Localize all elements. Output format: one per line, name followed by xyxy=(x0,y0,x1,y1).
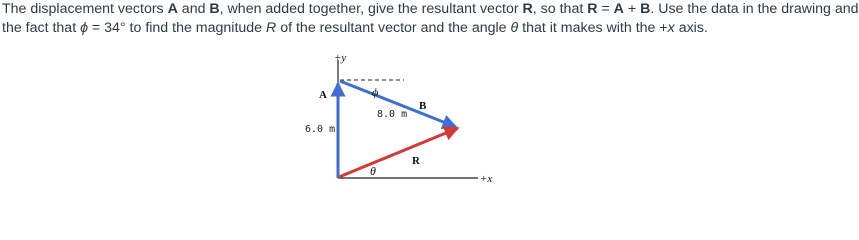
bold-vector-r: R xyxy=(522,1,533,17)
text-segment: that it makes with the + xyxy=(518,20,668,36)
magnitude-r-symbol: R xyxy=(266,20,277,36)
text-segment: , when added together, give the resultant vector xyxy=(219,1,523,17)
equation-a: A xyxy=(613,1,624,17)
text-segment: of the resultant vector and the angle xyxy=(276,20,511,36)
text-segment: = 34° to find the magnitude xyxy=(87,20,267,36)
vector-a-label: A xyxy=(319,89,327,101)
bold-vector-a: A xyxy=(167,1,178,17)
text-segment: axis. xyxy=(674,20,708,36)
theta-symbol: θ xyxy=(510,20,519,36)
vector-b-label: B xyxy=(419,100,427,112)
x-axis-symbol: x xyxy=(667,20,675,36)
equation-r: R xyxy=(587,1,598,17)
vector-b-arrow xyxy=(340,81,456,127)
text-segment: and xyxy=(177,1,210,17)
length-b-label: 8.0 m xyxy=(377,109,408,120)
axis-y-label: +y xyxy=(334,52,347,64)
vector-r-arrow xyxy=(339,128,458,177)
angle-theta-label: θ xyxy=(370,164,376,178)
equation-b: B xyxy=(640,1,651,17)
axis-x-label: +x xyxy=(480,173,493,185)
phi-symbol: ϕ xyxy=(80,20,88,36)
text-segment: The displacement vectors xyxy=(2,1,168,17)
text-segment: , so that xyxy=(532,1,588,17)
angle-phi-label: ϕ xyxy=(372,85,379,99)
bold-vector-b: B xyxy=(209,1,220,17)
length-a-label: 6.0 m xyxy=(305,124,336,135)
text-segment: the fact that xyxy=(2,20,81,36)
text-segment: = xyxy=(597,1,614,17)
vector-r-label: R xyxy=(412,155,420,167)
text-segment: . Use the data in the drawing and xyxy=(650,1,859,17)
text-segment: + xyxy=(623,1,641,17)
